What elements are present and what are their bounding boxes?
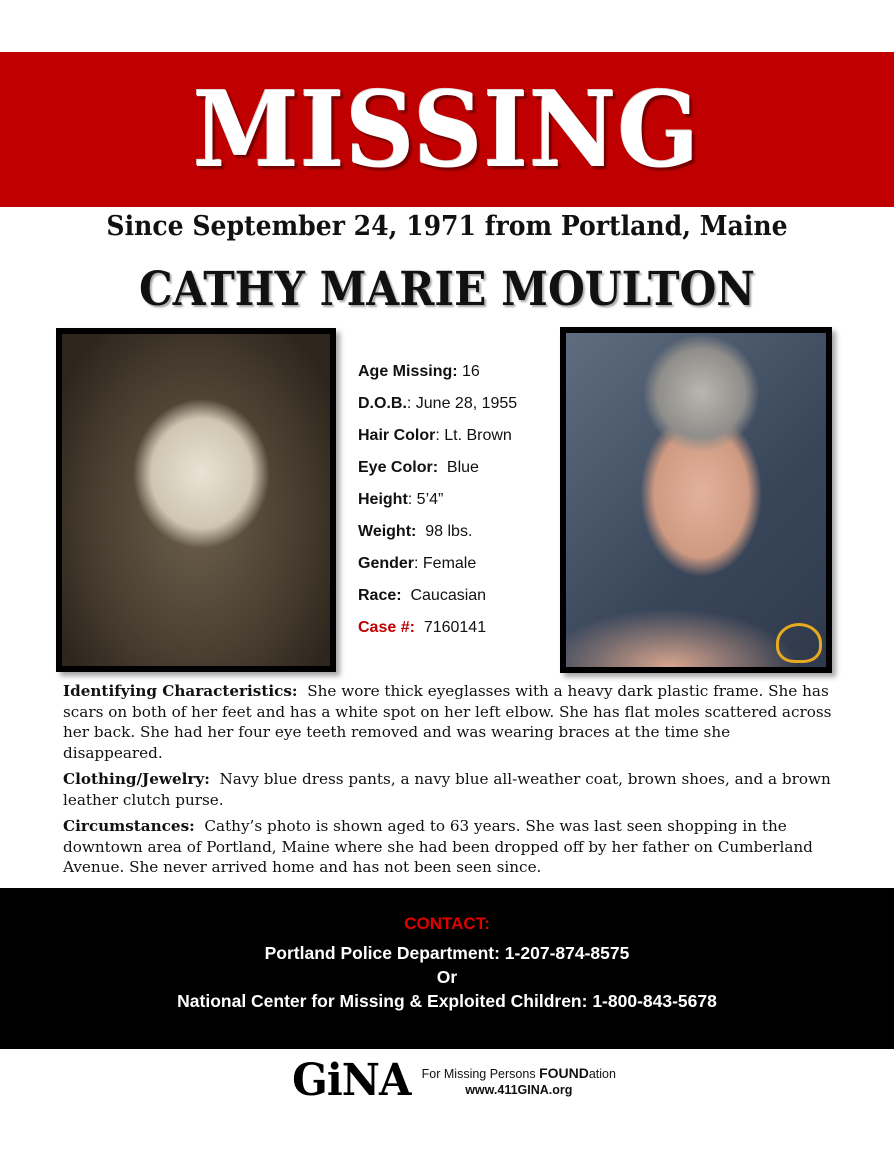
gina-tagline-text — [422, 1065, 616, 1082]
contact-police: Portland Police Department: 1-207-874-8575 — [264, 943, 630, 963]
detail-weight — [358, 516, 553, 548]
detail-label: Case #: — [358, 619, 415, 636]
detail-label: Age Missing: — [358, 363, 458, 380]
contact-title: CONTACT: — [404, 914, 490, 933]
detail-gender — [358, 548, 553, 580]
detail-label: Hair Color — [358, 427, 436, 444]
detail-value: Blue — [446, 459, 479, 476]
missing-banner — [0, 52, 894, 207]
gina-wordmark: GiNA — [292, 1055, 411, 1106]
contact-ncmec: National Center for Missing & Exploited Children: 1-800-843-5678 — [177, 991, 717, 1011]
tagline-suffix: ation — [588, 1066, 616, 1081]
clothing-jewelry — [63, 769, 833, 810]
detail-label: Height — [358, 491, 408, 508]
detail-value: 16 — [462, 363, 480, 380]
detail-age-missing — [358, 356, 553, 388]
tagline-bold: FOUND — [539, 1064, 589, 1081]
section-heading: Identifying Characteristics: — [63, 682, 298, 700]
detail-label: Eye Color: — [358, 459, 439, 476]
section-text: She wore thick eyeglasses with a heavy dark plastic frame. She has scars on both of her feet and has a white spot on her left elbow. She has flat moles scattered across her back. She had her four eye teeth removed and was wearing braces at the time she disappeared. — [63, 682, 832, 762]
contact-band — [0, 888, 894, 1049]
gina-logo — [289, 1057, 616, 1105]
circumstances — [63, 816, 833, 878]
details-list — [358, 356, 553, 644]
tagline-prefix: For Missing Persons — [421, 1066, 540, 1081]
detail-eye-color — [358, 452, 553, 484]
sepia-portrait-image — [62, 334, 330, 666]
photo-age-16 — [56, 328, 336, 672]
photo-age-progressed — [560, 327, 832, 673]
detail-value: Caucasian — [410, 587, 487, 604]
section-heading: Clothing/Jewelry: — [63, 770, 210, 788]
detail-value: 98 lbs. — [425, 523, 473, 540]
gina-url: www.411GINA.org — [465, 1082, 573, 1097]
detail-value: : 5’4” — [407, 491, 444, 508]
detail-case-number — [358, 612, 553, 644]
detail-value: : June 28, 1955 — [406, 395, 518, 412]
missing-since-line: Since September 24, 1971 from Portland, Maine — [106, 211, 788, 242]
detail-hair-color — [358, 420, 553, 452]
detail-label: Race: — [358, 587, 402, 604]
person-name: CATHY MARIE MOULTON — [139, 262, 755, 317]
detail-label: Weight: — [358, 523, 417, 540]
section-heading: Circumstances: — [63, 817, 195, 835]
detail-height — [358, 484, 553, 516]
detail-value: : Lt. Brown — [435, 427, 512, 444]
identifying-characteristics — [63, 681, 833, 763]
aged-portrait-image — [566, 333, 826, 667]
section-text: Cathy’s photo is shown aged to 63 years. She was last seen shopping in the downtown area of Portland, Maine where she had been dropped off by her father on Cumberland Avenue. She never arrived home and has not been seen since. — [63, 817, 813, 876]
contact-or: Or — [436, 967, 458, 987]
description-body — [63, 681, 833, 884]
gina-tagline — [422, 1065, 616, 1098]
detail-race — [358, 580, 553, 612]
heart-logo-icon — [776, 623, 822, 663]
detail-value: : Female — [414, 555, 477, 572]
detail-value: 7160141 — [423, 619, 487, 636]
section-text: Navy blue dress pants, a navy blue all-weather coat, brown shoes, and a brown leather clutch purse. — [63, 770, 831, 809]
headline: MISSING — [193, 67, 701, 191]
detail-label: D.O.B. — [358, 395, 407, 412]
detail-dob — [358, 388, 553, 420]
detail-label: Gender — [358, 555, 415, 572]
